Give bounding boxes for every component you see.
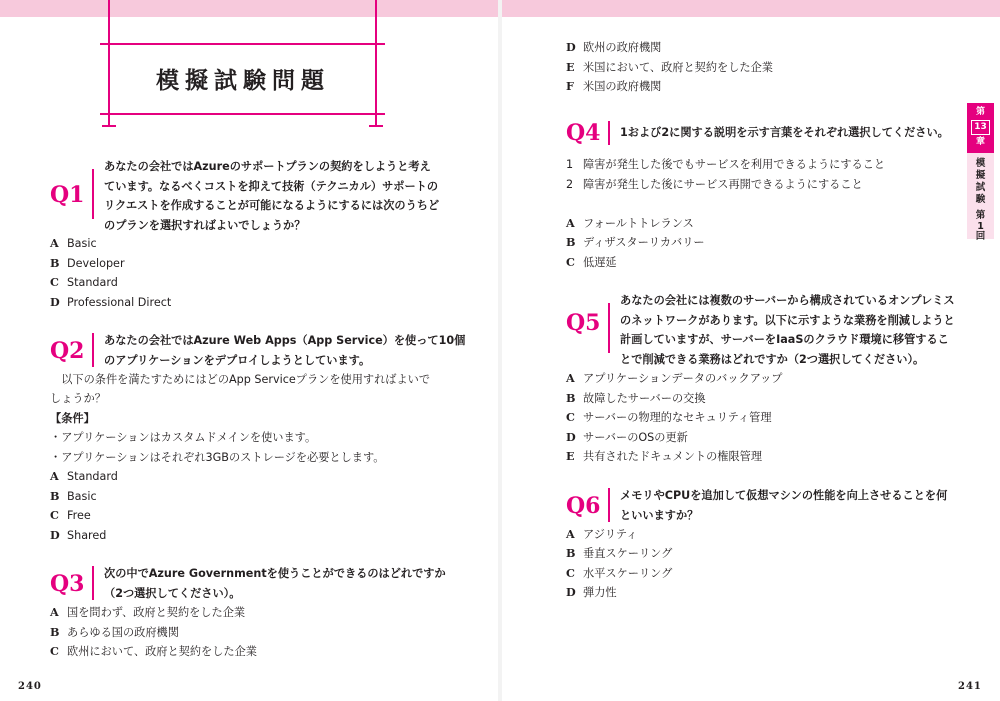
option-row: E 米国において、政府と契約をした企業 [566,60,773,74]
option-row: D Professional Direct [50,295,172,309]
statement-row: 1 障害が発生した後でもサービスを利用できるようにすること [566,158,886,171]
option-row: A フォールトトレランス [566,216,694,230]
page-number-right: 241 [958,681,982,692]
condition-item: ・アプリケーションはそれぞれ3GBのストレージを必要とします。 [50,451,385,464]
option-row: E 共有されたドキュメントの権限管理 [566,449,763,463]
option-row: D 弾力性 [566,585,617,599]
option-row: D 欧州の政府機関 [566,40,662,54]
condition-heading: 【条件】 [50,412,95,425]
option-row: A Basic [50,236,97,250]
question-text-line: 次の中でAzure Governmentを使うことができるのはどれですか [104,567,446,580]
option-row: A 国を問わず、政府と契約をした企業 [50,605,246,619]
header-band-left [0,0,498,17]
option-row: C サーバーの物理的なセキュリティ管理 [566,410,772,424]
page-title: 模擬試験問題 [156,68,330,94]
statement-row: 2 障害が発生した後にサービス再開できるようにすること [566,178,863,191]
option-row: B Developer [50,256,125,270]
question-body-line: しょうか？ [50,392,106,405]
question-text-line: ています。なるべくコストを抑えて技術（テクニカル）サポートの [104,179,439,193]
option-row: F 米国の政府機関 [566,79,662,93]
option-row: C Standard [50,275,118,289]
question-label: Q4 [566,120,601,146]
question-text-line: のネットワークがあります。以下に示すような業務を削減しようと [620,313,955,327]
option-row: B Basic [50,489,97,503]
question-text-line: メモリやCPUを追加して仮想マシンの性能を向上させることを何 [620,489,948,502]
question-label: Q3 [50,571,85,597]
option-row: C 水平スケーリング [566,566,673,580]
chapter-number: 13 [971,120,990,135]
option-row: A アジリティ [566,527,638,541]
option-row: C Free [50,508,91,522]
condition-item: ・アプリケーションはカスタムドメインを使います。 [50,431,317,444]
option-row: A アプリケーションデータのバックアップ [566,371,783,385]
question-label: Q2 [50,338,85,364]
question-label: Q5 [566,310,601,336]
question-text-line: とで削減できる業務はどれですか（2つ選択してください）。 [620,352,925,366]
option-row: B 垂直スケーリング [566,546,673,560]
option-row: D Shared [50,528,107,542]
header-band-right [502,0,1000,17]
option-row: B ディザスターリカバリー [566,235,705,249]
question-text-line: リクエストを作成することが可能になるようにするには次のうちど [104,199,440,213]
option-row: B 故障したサーバーの交換 [566,391,706,405]
question-text-line: のプランを選択すればよいでしょうか？ [104,218,306,232]
question-label: Q6 [566,493,601,519]
section-tab: 模 擬 試 験 第 1 回 [967,153,994,239]
question-text-line: あなたの会社には複数のサーバーから構成されているオンプレミス [620,294,955,307]
question-text-line: あなたの会社ではAzureのサポートプランの契約をしようと考え [104,160,431,173]
option-row: B あらゆる国の政府機関 [50,625,179,639]
question-text-line: （2つ選択してください）。 [104,586,241,600]
question-text-line: あなたの会社ではAzure Web Apps（App Service）を使って10個 [104,334,466,347]
question-text-line: といいますか？ [620,508,699,522]
question-text-line: のアプリケーションをデプロイしようとしています。 [104,353,371,367]
option-row: A Standard [50,469,118,483]
option-row: C 欧州において、政府と契約をした企業 [50,644,257,658]
question-body-line: 以下の条件を満たすためにはどのApp Serviceプランを使用すればよいで [50,373,431,386]
question-text-line: 計画していますが、サーバーをIaaSのクラウド環境に移管するこ [620,333,949,347]
option-row: C 低遅延 [566,255,617,269]
option-row: D サーバーのOSの更新 [566,430,688,444]
chapter-tab: 第 13 章 [967,103,994,153]
page-number-left: 240 [18,681,42,692]
question-text-line: 1および2に関する説明を示す言葉をそれぞれ選択してください。 [620,126,949,139]
page-gutter [498,0,502,701]
question-label: Q1 [50,182,85,208]
